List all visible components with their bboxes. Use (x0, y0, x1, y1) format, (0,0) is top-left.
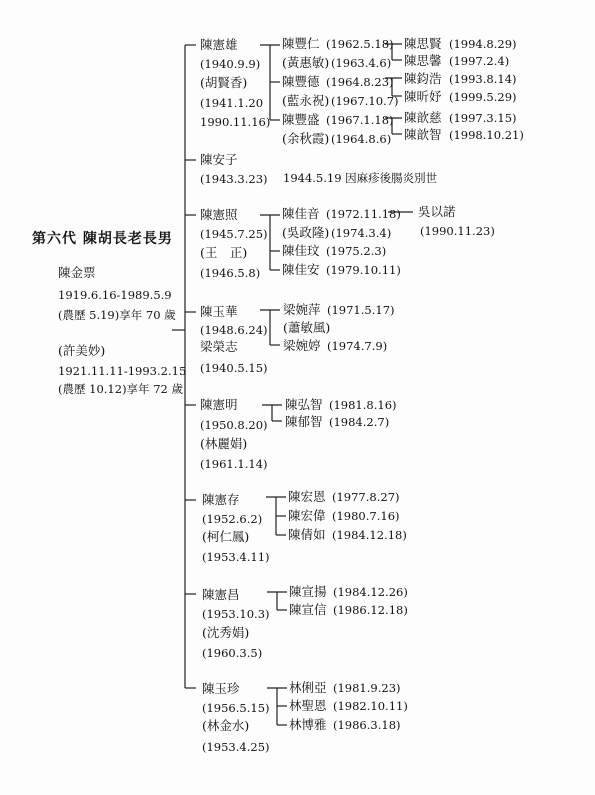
grandchild-spouse: (吳政隆) (282, 225, 330, 240)
great-grandchild-name: 陳思賢 (404, 36, 442, 51)
grandchild-name: 林俐亞 (289, 680, 327, 695)
child-birth: (1945.7.25) (200, 227, 268, 241)
grandchild-name: 陳豐盛 (282, 112, 320, 127)
great-grandchild-birth: (1997.3.15) (449, 111, 517, 125)
grandchild-name: 梁婉萍 (283, 302, 321, 317)
grandchild-spouse-birth: (1974.3.4) (331, 226, 392, 240)
grandchild-birth: (1967.1.18) (326, 113, 394, 127)
child-spouse: (林麗娟) (200, 436, 248, 451)
child-birth: (1953.10.3) (202, 607, 270, 621)
great-grandchild-name: 吳以諾 (418, 204, 456, 219)
child-spouse: (柯仁鳳) (202, 529, 250, 544)
grandchild-name: 陳佳安 (282, 262, 320, 277)
child-name: 陳憲雄 (200, 37, 238, 52)
grandchild-spouse: (余秋霞) (282, 131, 330, 146)
great-grandchild-birth: (1990.11.23) (420, 224, 495, 238)
mother-name: (許美妙) (58, 343, 106, 358)
child-spouse-birth: (1960.3.5) (202, 646, 263, 660)
child-spouse-birth: (1940.5.15) (200, 361, 268, 375)
page-title: 第六代 陳胡長老長男 (32, 231, 173, 247)
grandchild-name: 陳弘智 (285, 397, 323, 412)
child-spouse: (胡賢香) (200, 75, 248, 90)
child-name: 陳憲明 (200, 397, 238, 412)
child-spouse: (林金水) (202, 718, 250, 733)
child-spouse: (王 正) (200, 245, 248, 260)
child-note: 1944.5.19 因麻疹後腸炎別世 (283, 171, 438, 185)
great-grandchild-name: 陳鈞浩 (404, 71, 442, 86)
grandchild-name: 陳倩如 (288, 527, 326, 542)
grandchild-name: 梁婉婷 (283, 338, 321, 353)
mother-lunar-age: (農歷 10.12)享年 72 歲 (58, 382, 183, 396)
child-name: 陳憲昌 (202, 587, 240, 602)
grandchild-birth: (1984.12.18) (332, 528, 407, 542)
child-birth: (1940.9.9) (200, 57, 261, 71)
grandchild-birth: (1979.10.11) (326, 263, 401, 277)
grandchild-birth: (1975.2.3) (326, 244, 387, 258)
grandchild-name: 陳豐仁 (282, 36, 320, 51)
great-grandchild-name: 陳思馨 (404, 53, 442, 68)
child-name: 陳安子 (200, 152, 238, 167)
child-spouse: (沈秀娟) (202, 625, 250, 640)
grandchild-birth: (1964.8.23) (326, 75, 394, 89)
great-grandchild-birth: (1997.2.4) (449, 54, 510, 68)
grandchild-birth: (1986.3.18) (333, 718, 401, 732)
grandchild-birth: (1981.9.23) (333, 681, 401, 695)
father-dates: 1919.6.16-1989.5.9 (58, 288, 172, 302)
father-lunar-age: (農歷 5.19)享年 70 歲 (58, 308, 176, 322)
child-spouse-birth: (1961.1.14) (200, 457, 268, 471)
father-name: 陳金票 (58, 265, 96, 280)
child-birth: (1952.6.2) (202, 512, 263, 526)
grandchild-birth: (1986.12.18) (333, 603, 408, 617)
child-spouse-death: 1990.11.16) (200, 115, 271, 129)
mother-dates: 1921.11.11-1993.2.15 (58, 364, 187, 378)
grandchild-spouse-birth: (1964.8.6) (331, 132, 392, 146)
great-grandchild-birth: (1994.8.29) (449, 37, 517, 51)
grandchild-birth: (1981.8.16) (329, 398, 397, 412)
grandchild-birth: (1974.7.9) (327, 339, 388, 353)
grandchild-name: 陳宏偉 (288, 508, 326, 523)
grandchild-name: 林聖恩 (289, 698, 327, 713)
grandchild-spouse-birth: (1963.4.6) (331, 56, 392, 70)
grandchild-birth: (1984.2.7) (329, 415, 390, 429)
child-name: 陳玉華 (200, 304, 238, 319)
child-spouse: 梁榮志 (200, 339, 238, 354)
child-name: 陳玉珍 (202, 681, 240, 696)
grandchild-birth: (1972.11.18) (326, 207, 401, 221)
great-grandchild-birth: (1993.8.14) (449, 72, 517, 86)
great-grandchild-birth: (1999.5.29) (449, 90, 517, 104)
great-grandchild-birth: (1998.10.21) (449, 128, 524, 142)
grandchild-spouse: (黃惠敏) (282, 55, 330, 70)
child-birth: (1948.6.24) (200, 323, 268, 337)
great-grandchild-name: 陳歆慈 (404, 110, 442, 125)
great-grandchild-name: 陳昕妤 (404, 89, 442, 104)
grandchild-spouse: (蕭敏風) (283, 320, 331, 335)
grandchild-spouse-birth: (1967.10.7) (331, 94, 399, 108)
child-birth: (1943.3.23) (200, 172, 268, 186)
grandchild-name: 陳佳音 (282, 206, 320, 221)
child-name: 陳憲照 (200, 207, 238, 222)
child-name: 陳憲存 (202, 492, 240, 507)
grandchild-birth: (1980.7.16) (332, 509, 400, 523)
child-birth: (1956.5.15) (202, 701, 270, 715)
grandchild-name: 陳宣揚 (289, 584, 327, 599)
child-spouse-birth: (1941.1.20 (200, 96, 264, 110)
grandchild-spouse: (藍永祝) (282, 93, 330, 108)
grandchild-name: 陳宣信 (289, 602, 327, 617)
child-spouse-birth: (1953.4.11) (202, 550, 270, 564)
grandchild-name: 林博雅 (289, 717, 327, 732)
child-spouse-birth: (1953.4.25) (202, 740, 270, 754)
grandchild-birth: (1984.12.26) (333, 585, 408, 599)
grandchild-name: 陳宏恩 (288, 489, 326, 504)
child-spouse-birth: (1946.5.8) (200, 266, 261, 280)
grandchild-name: 陳豐德 (282, 74, 320, 89)
grandchild-birth: (1982.10.11) (333, 699, 408, 713)
child-birth: (1950.8.20) (200, 418, 268, 432)
grandchild-birth: (1977.8.27) (332, 490, 400, 504)
grandchild-birth: (1962.5.18) (326, 37, 394, 51)
grandchild-name: 陳郁智 (285, 414, 323, 429)
grandchild-birth: (1971.5.17) (327, 303, 395, 317)
great-grandchild-name: 陳歆智 (404, 127, 442, 142)
grandchild-name: 陳佳玟 (282, 243, 320, 258)
